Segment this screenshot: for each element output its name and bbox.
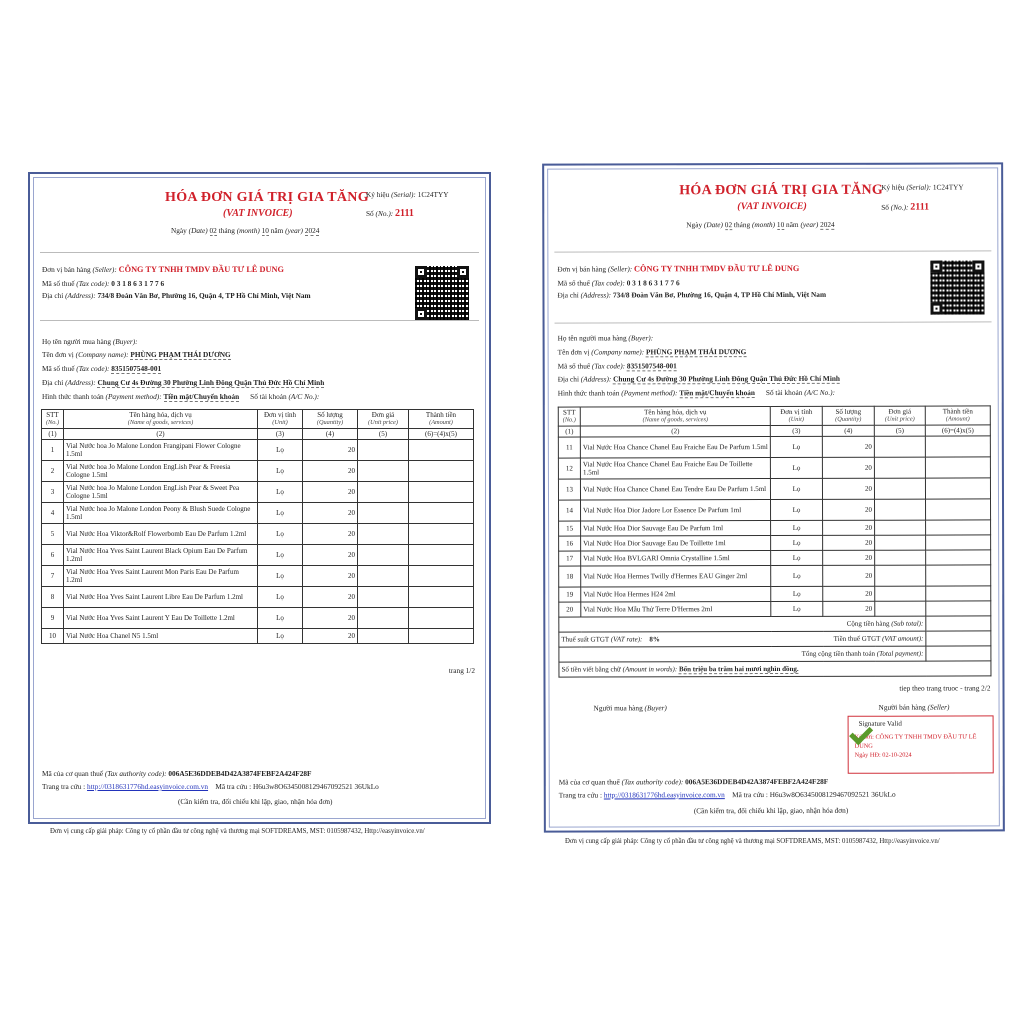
item-unit-price (875, 565, 926, 586)
header-vi: Tên hàng hóa, dịch vụ (644, 408, 707, 417)
item-qty: 20 (823, 499, 875, 520)
header-vi: STT (563, 408, 576, 417)
item-name: Vial Nước Hoa Dior Sauvage Eau De Parfum 1ml (581, 520, 771, 535)
item-unit-price (875, 520, 926, 535)
column-index: (4) (822, 425, 874, 436)
item-no: 18 (559, 566, 581, 587)
table-row (42, 565, 474, 586)
company-line: Tên đơn vị (Company name): PHÙNG PHẠM THÁI DƯƠNG (557, 347, 747, 357)
header-vi: Thành tiền (942, 407, 973, 416)
company-line: Tên đơn vị (Company name): PHÙNG PHẠM THÁI DƯƠNG (42, 350, 231, 359)
item-amount (925, 436, 990, 457)
seller-address-line: Địa chỉ (Address): 734/8 Đoàn Văn Bơ, Phường 16, Quận 4, TP Hồ Chí Minh, Việt Nam (42, 291, 311, 300)
digital-signature-box[interactable] (848, 715, 994, 773)
item-unit: Lọ (771, 520, 823, 535)
date-line: Ngày (Date) 02 tháng (month) 10 năm (year) 2024 (686, 219, 835, 230)
invoice-subtitle: (VAT INVOICE) (223, 208, 293, 219)
table-row (559, 499, 991, 521)
item-name: Vial Nước Hoa Yves Saint Laurent Mon Paris Eau De Parfum 1.2ml (64, 565, 258, 586)
item-no: 8 (42, 586, 64, 607)
invoice-title: HÓA ĐƠN GIÁ TRỊ GIA TĂNG (679, 182, 884, 199)
item-unit: Lọ (770, 478, 822, 499)
column-header (770, 406, 822, 425)
header-en: (Amount) (429, 419, 453, 427)
subtotal-row (559, 616, 991, 632)
item-amount (409, 628, 474, 643)
item-qty: 20 (822, 457, 874, 478)
item-unit: Lọ (771, 565, 823, 586)
item-no: 14 (559, 500, 581, 521)
column-header (580, 407, 770, 426)
item-name: Vial Nước Hoa Mẫu Thử Terre D'Hermes 2ml (581, 601, 771, 616)
item-name: Vial Nước hoa Jo Malone London Frangipani Flower Cologne 1.5ml (64, 439, 258, 460)
provider-footer: Đơn vị cung cấp giải pháp: Công ty cổ phần đầu tư công nghệ và thương mại SOFTDREAMS, MST: 0105987432, Http://easyinvoice.vn/ (565, 838, 940, 845)
item-unit: Lọ (258, 439, 303, 460)
header-en: (No.) (562, 416, 576, 424)
item-no: 3 (42, 481, 64, 502)
tax-authority-line: Mã của cơ quan thuế (Tax authority code): 006A5E36DDEB4D42A3874FEBF2A424F28F (42, 769, 312, 778)
column-index: (6)=(4)x(5) (409, 428, 474, 439)
buyer-line: Họ tên người mua hàng (Buyer): (42, 337, 138, 346)
item-qty: 20 (823, 565, 875, 586)
item-unit-price (875, 586, 926, 601)
buyer-address-line: Địa chỉ (Address): Chung Cư 4s Đường 30 Phường Linh Đông Quận Thủ Đức Hồ Chí Minh (42, 378, 325, 387)
items-table (41, 409, 474, 644)
item-name: Vial Nước Hoa Chance Chanel Eau Fraiche Eau De Toillette 1.5ml (580, 457, 770, 478)
buyer-tax-line: Mã số thuế (Tax code): 8351507548-001 (557, 361, 677, 371)
buyer-address-line: Địa chỉ (Address): Chung Cư 4s Đường 30 Phường Linh Đông Quận Thủ Đức Hồ Chí Minh (557, 373, 840, 384)
item-qty: 20 (822, 478, 874, 499)
item-unit-price (358, 565, 409, 586)
invoice-title: HÓA ĐƠN GIÁ TRỊ GIA TĂNG (165, 190, 369, 205)
invoice-page-2 (542, 162, 1005, 832)
item-amount (409, 481, 474, 502)
signature-valid: Signature Valid (858, 719, 902, 728)
page-number: trang 1/2 (448, 666, 475, 675)
item-name: Vial Nước Hoa Yves Saint Laurent Libre Eau De Parfum 1.2ml (64, 586, 258, 607)
header-en: (No.) (45, 419, 60, 427)
total-label: Tổng cộng tiền thanh toán (Total payment): (559, 646, 926, 662)
item-name: Vial Nước Hoa Dior Sauvage Eau De Toillette 1ml (581, 535, 771, 550)
table-row (558, 478, 990, 500)
header-en: (Unit price) (884, 416, 915, 424)
column-header (822, 406, 874, 425)
column-header (258, 410, 303, 429)
item-unit-price (875, 535, 926, 550)
buyer-tax-line: Mã số thuế (Tax code): 8351507548-001 (42, 364, 162, 373)
item-amount (926, 520, 991, 535)
item-unit-price (358, 439, 409, 460)
item-unit: Lọ (258, 586, 303, 607)
item-qty: 20 (823, 535, 875, 550)
header-en: (Quantity) (835, 416, 862, 424)
signed-date: Ngày HĐ: 02-10-2024 (854, 751, 912, 759)
item-unit-price (358, 523, 409, 544)
item-name: Vial Nước Hoa Chance Chanel Eau Tendre Eau De Parfum 1.5ml (580, 478, 770, 499)
item-name: Vial Nước Hoa Chanel N5 1.5ml (64, 628, 258, 643)
header-vi: Tên hàng hóa, dịch vụ (129, 411, 192, 419)
item-no: 20 (559, 602, 581, 617)
item-amount (409, 460, 474, 481)
item-unit: Lọ (258, 607, 303, 628)
seller-line: Đơn vị bán hàng (Seller): CÔNG TY TNHH TMDV ĐẦU TƯ LÊ DUNG (557, 263, 800, 274)
item-no: 19 (559, 587, 581, 602)
serial-line: Ký hiệu (Serial): 1C24TYY (366, 190, 449, 199)
header-en: (Unit) (272, 419, 288, 427)
item-amount (409, 502, 474, 523)
item-amount (926, 565, 991, 586)
item-unit-price (874, 457, 925, 478)
item-name: Vial Nước Hoa Hermes Twilly d'Hermes EAU Ginger 2ml (581, 565, 771, 586)
item-no: 5 (42, 523, 64, 544)
header-en: (Unit) (788, 416, 804, 424)
column-header (409, 410, 474, 429)
invoice-page-1 (28, 172, 491, 824)
header-vi: Đơn vị tính (263, 411, 297, 419)
item-unit: Lọ (771, 586, 823, 601)
tax-authority-line: Mã của cơ quan thuế (Tax authority code): 006A5E36DDEB4D42A3874FEBF2A424F28F (558, 776, 829, 787)
payment-line: Hình thức thanh toán (Payment method): Tiền mặt/Chuyển khoản Số tài khoản (A/C No.): (557, 387, 836, 398)
words-row (559, 661, 991, 677)
column-header (42, 410, 64, 429)
item-no: 6 (42, 544, 64, 565)
item-unit: Lọ (771, 601, 823, 616)
item-name: Vial Nước hoa Jo Malone London Peony & Blush Suede Cologne 1.5ml (64, 502, 258, 523)
item-unit-price (875, 550, 926, 565)
provider-footer: Đơn vị cung cấp giải pháp: Công ty cổ phần đầu tư công nghệ và thương mại SOFTDREAMS, MST: 0105987432, Http://easyinvoice.vn/ (50, 828, 425, 835)
item-qty: 20 (303, 586, 358, 607)
item-amount (409, 607, 474, 628)
item-no: 1 (42, 439, 64, 460)
header-en: (Amount) (945, 415, 970, 423)
item-unit: Lọ (258, 565, 303, 586)
seller-signature-label: Người bán hàng (Seller) (878, 702, 950, 712)
column-header (64, 410, 258, 429)
item-unit-price (358, 628, 409, 643)
column-index: (5) (358, 428, 409, 439)
item-unit: Lọ (771, 499, 823, 520)
table-row (42, 460, 474, 481)
column-header (303, 410, 358, 429)
signed-by: Ký bởi: CÔNG TY TNHH TMDV ĐẦU TƯ LÊ DUNG (854, 733, 977, 750)
item-amount (926, 586, 991, 601)
column-index: (3) (258, 428, 303, 439)
item-name: Vial Nước Hoa BVLGARI Omnia Crystalline 1.5ml (581, 550, 771, 565)
seller-tax-line: Mã số thuế (Tax code): 0 3 1 8 6 3 1 7 7 6 (557, 278, 680, 288)
item-unit-price (358, 544, 409, 565)
header-en: (Name of goods, services) (127, 419, 194, 427)
item-no: 13 (558, 479, 580, 500)
item-qty: 20 (823, 601, 875, 616)
table-row (42, 523, 474, 544)
item-unit: Lọ (258, 481, 303, 502)
date-line: Ngày (Date) 02 tháng (month) 10 năm (year) 2024 (171, 226, 320, 235)
seller-address-line: Địa chỉ (Address): 734/8 Đoàn Văn Bơ, Phường 16, Quận 4, TP Hồ Chí Minh, Việt Nam (557, 289, 827, 300)
column-header (558, 407, 580, 426)
item-name: Vial Nước Hoa Chance Chanel Eau Fraiche Eau De Parfum 1.5ml (580, 436, 770, 457)
item-amount (926, 499, 991, 520)
items-table (558, 405, 992, 677)
header-vi: Đơn vị tính (780, 407, 813, 416)
item-amount (926, 535, 991, 550)
header-vi: Đơn giá (371, 411, 395, 419)
header-vi: Thành tiền (425, 411, 457, 419)
item-qty: 20 (823, 586, 875, 601)
column-index: (5) (874, 425, 925, 436)
total-row (559, 646, 991, 662)
amount-in-words: Số tiền viết bằng chữ (Amount in words): Bốn triệu ba trăm hai mươi nghìn đồng. (559, 661, 991, 677)
item-amount (926, 601, 991, 616)
item-qty: 20 (303, 565, 358, 586)
item-amount (925, 478, 990, 499)
item-amount (409, 523, 474, 544)
item-unit-price (875, 601, 926, 616)
item-unit: Lọ (258, 460, 303, 481)
item-unit-price (874, 478, 925, 499)
item-qty: 20 (303, 460, 358, 481)
header-vi: STT (46, 411, 59, 419)
buyer-line: Họ tên người mua hàng (Buyer): (557, 333, 654, 343)
item-unit: Lọ (258, 523, 303, 544)
table-row (559, 586, 991, 602)
item-unit: Lọ (258, 628, 303, 643)
invoice-subtitle: (VAT INVOICE) (737, 200, 807, 213)
column-header (925, 406, 990, 425)
item-amount (409, 439, 474, 460)
item-name: Vial Nước Hoa Yves Saint Laurent Y Eau De Toillette 1.2ml (64, 607, 258, 628)
table-row (42, 544, 474, 565)
number-line: Số (No.): 2111 (881, 201, 930, 213)
payment-line: Hình thức thanh toán (Payment method): Tiền mặt/Chuyển khoản Số tài khoản (A/C No.): (42, 392, 320, 401)
column-index: (1) (42, 428, 64, 439)
item-amount (409, 565, 474, 586)
item-qty: 20 (303, 502, 358, 523)
item-unit-price (358, 502, 409, 523)
table-row (559, 520, 991, 536)
item-unit-price (358, 460, 409, 481)
item-amount (409, 586, 474, 607)
item-name: Vial Nước Hoa Hermes H24 2ml (581, 586, 771, 601)
qr-code (415, 266, 469, 320)
item-unit-price (358, 481, 409, 502)
serial-line: Ký hiệu (Serial): 1C24TYY (881, 182, 964, 192)
divider (554, 250, 991, 252)
check-note: (Cần kiểm tra, đối chiếu khi lập, giao, nhận hóa đơn) (178, 797, 333, 806)
lookup-line: Trang tra cứu : http://0318631776hd.easyinvoice.com.vn Mã tra cứu : H6u3w8O6345008129467092521 36UkLo (42, 782, 379, 791)
vat-amount-label: Tiền thuế GTGT (VAT amount): (771, 631, 926, 646)
vat-rate: Thuế suất GTGT (VAT rate): 8% (559, 631, 771, 647)
item-no: 16 (559, 536, 581, 551)
item-no: 9 (42, 607, 64, 628)
item-name: Vial Nước Hoa Yves Saint Laurent Black Opium Eau De Parfum 1.2ml (64, 544, 258, 565)
item-qty: 20 (303, 544, 358, 565)
item-no: 4 (42, 502, 64, 523)
item-qty: 20 (303, 439, 358, 460)
table-row (559, 550, 991, 566)
vat-row (559, 631, 991, 647)
column-index: (4) (303, 428, 358, 439)
item-no: 12 (558, 458, 580, 479)
item-unit: Lọ (258, 544, 303, 565)
item-name: Vial Nước Hoa Viktor&Rolf Flowerbomb Eau De Parfum 1.2ml (64, 523, 258, 544)
seller-line: Đơn vị bán hàng (Seller): CÔNG TY TNHH TMDV ĐẦU TƯ LÊ DUNG (42, 265, 284, 274)
item-qty: 20 (303, 628, 358, 643)
column-header (874, 406, 925, 425)
column-index: (1) (558, 426, 580, 437)
lookup-link[interactable]: http://0318631776hd.easyinvoice.com.vn (87, 782, 209, 791)
table-row (558, 457, 990, 479)
item-qty: 20 (303, 481, 358, 502)
item-amount (925, 457, 990, 478)
table-row (42, 607, 474, 628)
table-row (559, 535, 991, 551)
table-row (42, 439, 474, 460)
item-unit-price (358, 607, 409, 628)
seller-tax-line: Mã số thuế (Tax code): 0 3 1 8 6 3 1 7 7 6 (42, 279, 165, 288)
item-name: Vial Nước hoa Jo Malone London EngLish Pear & Freesia Cologne 1.5ml (64, 460, 258, 481)
table-row (42, 502, 474, 523)
item-name: Vial Nước hoa Jo Malone London EngLish Pear & Sweet Pea Cologne 1.5ml (64, 481, 258, 502)
number-line: Số (No.): 2111 (366, 208, 414, 219)
lookup-link[interactable]: http://0318631776hd.easyinvoice.com.vn (603, 790, 725, 800)
item-unit: Lọ (258, 502, 303, 523)
buyer-signature-label: Người mua hàng (Buyer) (593, 703, 667, 713)
column-index: (6)=(4)x(5) (925, 425, 990, 436)
item-unit: Lọ (770, 457, 822, 478)
divider (40, 320, 479, 321)
header-en: (Name of goods, services) (642, 416, 709, 424)
item-no: 17 (559, 551, 581, 566)
total-value (926, 646, 991, 661)
item-name: Vial Nước Hoa Dior Jadore Lor Essence De Parfum 1ml (581, 499, 771, 520)
header-en: (Unit price) (368, 419, 398, 427)
item-unit-price (874, 436, 925, 457)
column-header (358, 410, 409, 429)
header-vi: Số lượng (317, 411, 343, 419)
subtotal-label: Cộng tiền hàng (Sub total): (559, 616, 926, 632)
column-index: (3) (770, 425, 822, 436)
divider (40, 252, 479, 253)
item-unit: Lọ (770, 436, 822, 457)
item-unit: Lọ (771, 550, 823, 565)
item-no: 7 (42, 565, 64, 586)
item-qty: 20 (303, 523, 358, 544)
check-note: (Cần kiểm tra, đối chiếu khi lập, giao, nhận hóa đơn) (693, 805, 849, 816)
item-qty: 20 (823, 550, 875, 565)
table-row (558, 436, 990, 458)
item-no: 11 (558, 437, 580, 458)
item-unit: Lọ (771, 535, 823, 550)
item-amount (926, 550, 991, 565)
page-number: tiep theo trang truoc - trang 2/2 (899, 683, 991, 693)
header-vi: Số lượng (835, 407, 862, 416)
column-index-row (42, 428, 474, 439)
table-row (559, 601, 991, 617)
item-no: 2 (42, 460, 64, 481)
column-index: (2) (580, 425, 770, 436)
table-header-row (42, 410, 474, 429)
item-unit-price (875, 499, 926, 520)
table-row (42, 586, 474, 607)
divider (555, 321, 992, 323)
header-en: (Quantity) (316, 419, 344, 427)
table-row (42, 481, 474, 502)
header-vi: Đơn giá (888, 407, 912, 416)
column-index: (2) (64, 428, 258, 439)
item-qty: 20 (303, 607, 358, 628)
item-no: 15 (559, 521, 581, 536)
item-qty: 20 (823, 520, 875, 535)
table-header-row (558, 406, 990, 426)
table-row (559, 565, 991, 587)
qr-code (930, 260, 984, 314)
item-no: 10 (42, 628, 64, 643)
vat-amount-value (926, 631, 991, 646)
lookup-line: Trang tra cứu : http://0318631776hd.easyinvoice.com.vn Mã tra cứu : H6u3w8O6345008129467092521 36UkLo (558, 789, 896, 800)
item-amount (409, 544, 474, 565)
item-unit-price (358, 586, 409, 607)
subtotal-value (926, 616, 991, 631)
table-row (42, 628, 474, 643)
item-qty: 20 (822, 436, 874, 457)
